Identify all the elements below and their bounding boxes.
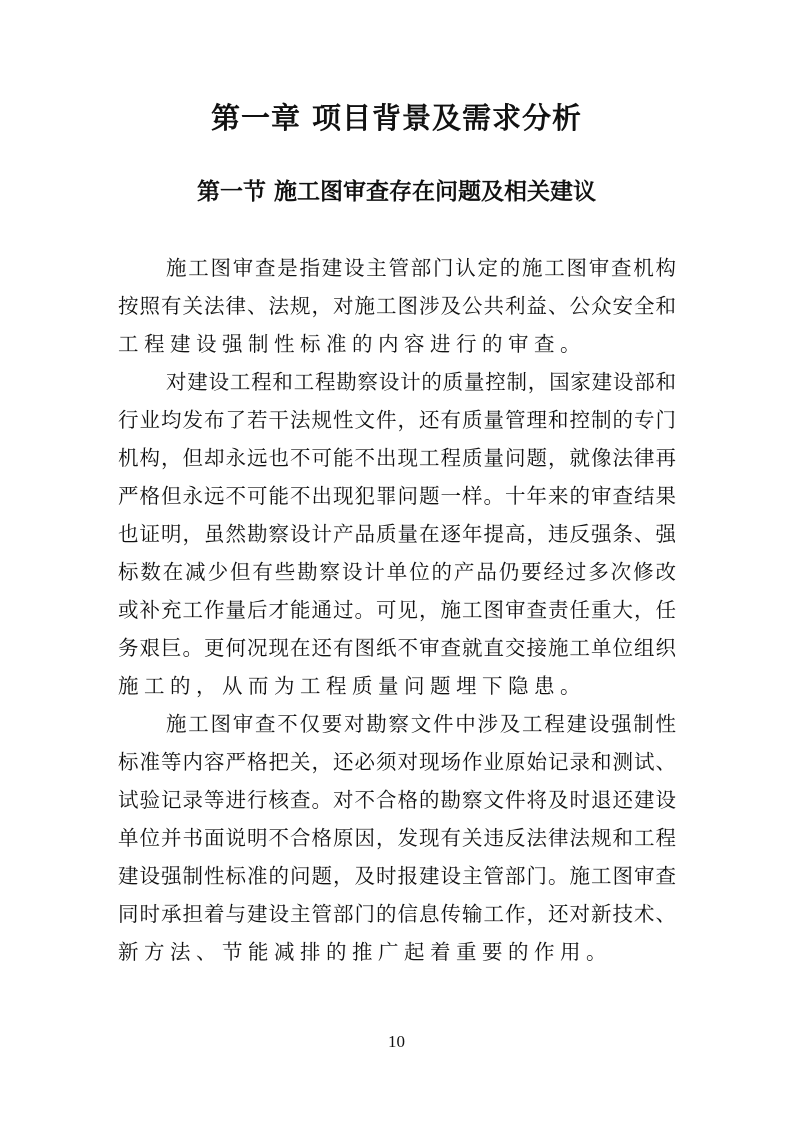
text-line: 施工图审查不仅要对勘察文件中涉及工程建设强制性 — [166, 712, 676, 736]
text-line: 或补充工作量后才能通过。可见，施工图审查责任重大，任 — [118, 598, 676, 622]
text-line: 同时承担着与建设主管部门的信息传输工作，还对新技术、 — [118, 902, 676, 926]
text-line: 务艰巨。更何况现在还有图纸不审查就直交接施工单位组织 — [118, 636, 676, 660]
text-line: 严格但永远不可能不出现犯罪问题一样。十年来的审查结果 — [118, 484, 676, 508]
paragraph — [118, 705, 676, 971]
text-line: 试验记录等进行核查。对不合格的勘察文件将及时退还建设 — [118, 788, 676, 812]
text-line: 施工的，从而为工程质量问题埋下隐患。 — [118, 674, 586, 698]
chapter-title: 第一章 项目背景及需求分析 — [210, 101, 583, 135]
text-line: 对建设工程和工程勘察设计的质量控制，国家建设部和 — [166, 370, 676, 394]
paragraph — [118, 363, 676, 705]
text-line: 标数在减少但有些勘察设计单位的产品仍要经过多次修改 — [118, 560, 676, 584]
text-line: 新方法、节能减排的推广起着重要的作用。 — [118, 940, 612, 964]
text-line: 按照有关法律、法规，对施工图涉及公共利益、公众安全和 — [118, 294, 676, 318]
text-line: 建设强制性标准的问题，及时报建设主管部门。施工图审查 — [118, 864, 676, 888]
section-title: 第一节 施工图审查存在问题及相关建议 — [196, 178, 596, 205]
text-line: 标准等内容严格把关，还必须对现场作业原始记录和测试、 — [118, 750, 676, 774]
text-line: 单位并书面说明不合格原因，发现有关违反法律法规和工程 — [118, 826, 676, 850]
paragraph — [118, 249, 676, 363]
page-number: 10 — [388, 1032, 405, 1051]
text-line: 行业均发布了若干法规性文件，还有质量管理和控制的专门 — [118, 408, 676, 432]
text-line: 工程建设强制性标准的内容进行的审查。 — [118, 332, 586, 356]
body-text — [118, 249, 676, 971]
text-line: 机构，但却永远也不可能不出现工程质量问题，就像法律再 — [118, 446, 676, 470]
text-line: 施工图审查是指建设主管部门认定的施工图审查机构 — [166, 256, 676, 280]
text-line: 也证明，虽然勘察设计产品质量在逐年提高，违反强条、强 — [118, 522, 676, 546]
